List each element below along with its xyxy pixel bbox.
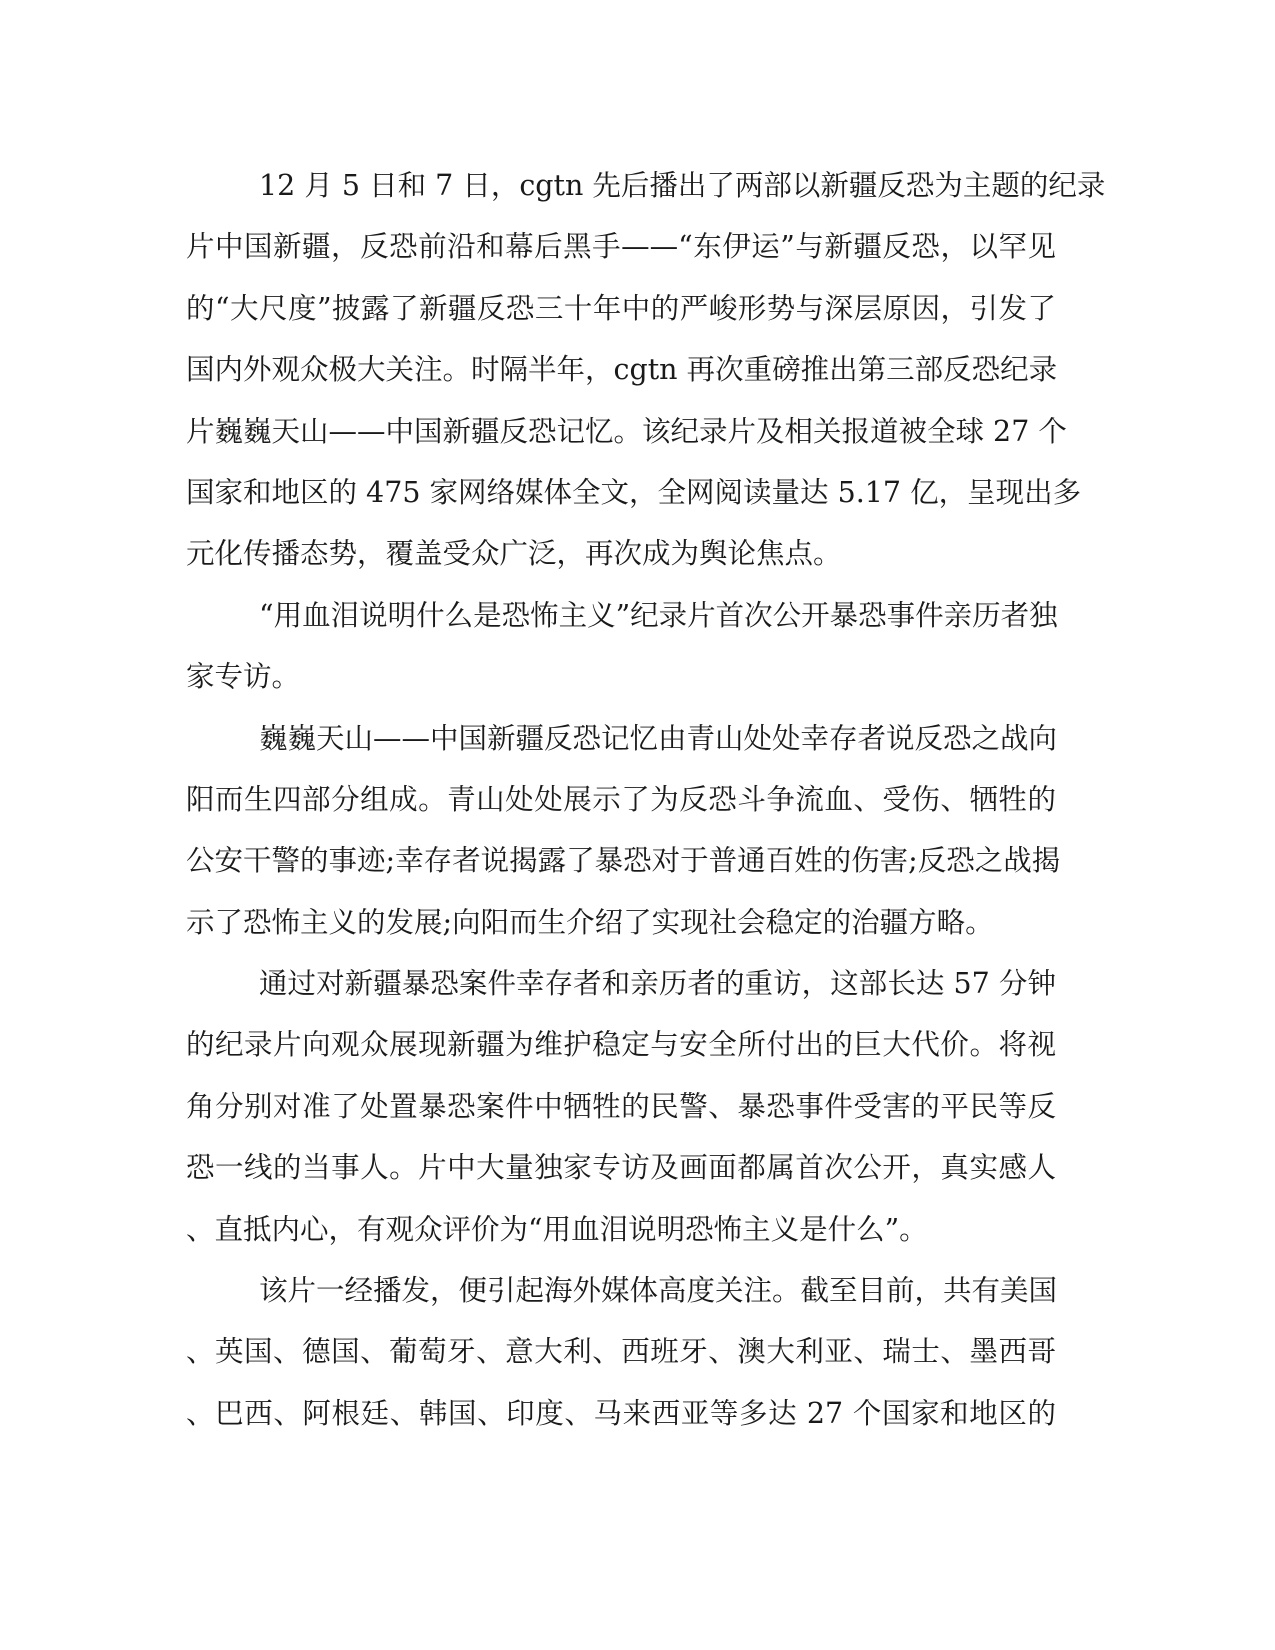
text-line: 元化传播态势，覆盖受众广泛，再次成为舆论焦点。: [186, 537, 842, 571]
text-line: 该片一经播发，便引起海外媒体高度关注。截至目前，共有美国: [259, 1274, 1058, 1308]
text-line: 阳而生四部分组成。青山处处展示了为反恐斗争流血、受伤、牺牲的: [186, 782, 1056, 816]
paragraph: [186, 1260, 1056, 1444]
text-line: 片中国新疆，反恐前沿和幕后黑手——“东伊运”与新疆反恐，以罕见: [186, 230, 1056, 264]
article-body: [186, 155, 1106, 1444]
text-line: 国家和地区的 475 家网络媒体全文，全网阅读量达 5.17 亿，呈现出多: [186, 475, 1082, 509]
text-line: 国内外观众极大关注。时隔半年，cgtn 再次重磅推出第三部反恐纪录: [186, 353, 1058, 387]
text-line: 家专访。: [186, 660, 301, 694]
text-line: 示了恐怖主义的发展;向阳而生介绍了实现社会稳定的治疆方略。: [186, 905, 994, 939]
paragraph: [186, 708, 1061, 954]
text-line: 角分别对准了处置暴恐案件中牺牲的民警、暴恐事件受害的平民等反: [186, 1089, 1056, 1123]
paragraph: [186, 585, 1056, 708]
text-line: 巍巍天山——中国新疆反恐记忆由青山处处幸存者说反恐之战向: [259, 721, 1058, 755]
text-line: “用血泪说明什么是恐怖主义”纪录片首次公开暴恐事件亲历者独: [259, 598, 1058, 632]
text-line: 、直抵内心，有观众评价为“用血泪说明恐怖主义是什么”。: [186, 1212, 928, 1246]
text-line: 、英国、德国、葡萄牙、意大利、西班牙、澳大利亚、瑞士、墨西哥: [186, 1335, 1056, 1369]
text-line: 恐一线的当事人。片中大量独家专访及画面都属首次公开，真实感人: [186, 1151, 1056, 1185]
text-line: 的“大尺度”披露了新疆反恐三十年中的严峻形势与深层原因，引发了: [186, 291, 1056, 325]
text-line: 12 月 5 日和 7 日，cgtn 先后播出了两部以新疆反恐为主题的纪录: [259, 169, 1106, 202]
text-line: 、巴西、阿根廷、韩国、印度、马来西亚等多达 27 个国家和地区的: [186, 1396, 1056, 1430]
paragraph: [186, 953, 1056, 1260]
text-line: 的纪录片向观众展现新疆为维护稳定与安全所付出的巨大代价。将视: [186, 1028, 1056, 1062]
text-line: 公安干警的事迹;幸存者说揭露了暴恐对于普通百姓的伤害;反恐之战揭: [186, 844, 1061, 878]
text-line: 通过对新疆暴恐案件幸存者和亲历者的重访，这部长达 57 分钟: [259, 967, 1056, 1001]
text-line: 片巍巍天山——中国新疆反恐记忆。该纪录片及相关报道被全球 27 个: [186, 414, 1067, 448]
paragraph: [186, 155, 1106, 585]
